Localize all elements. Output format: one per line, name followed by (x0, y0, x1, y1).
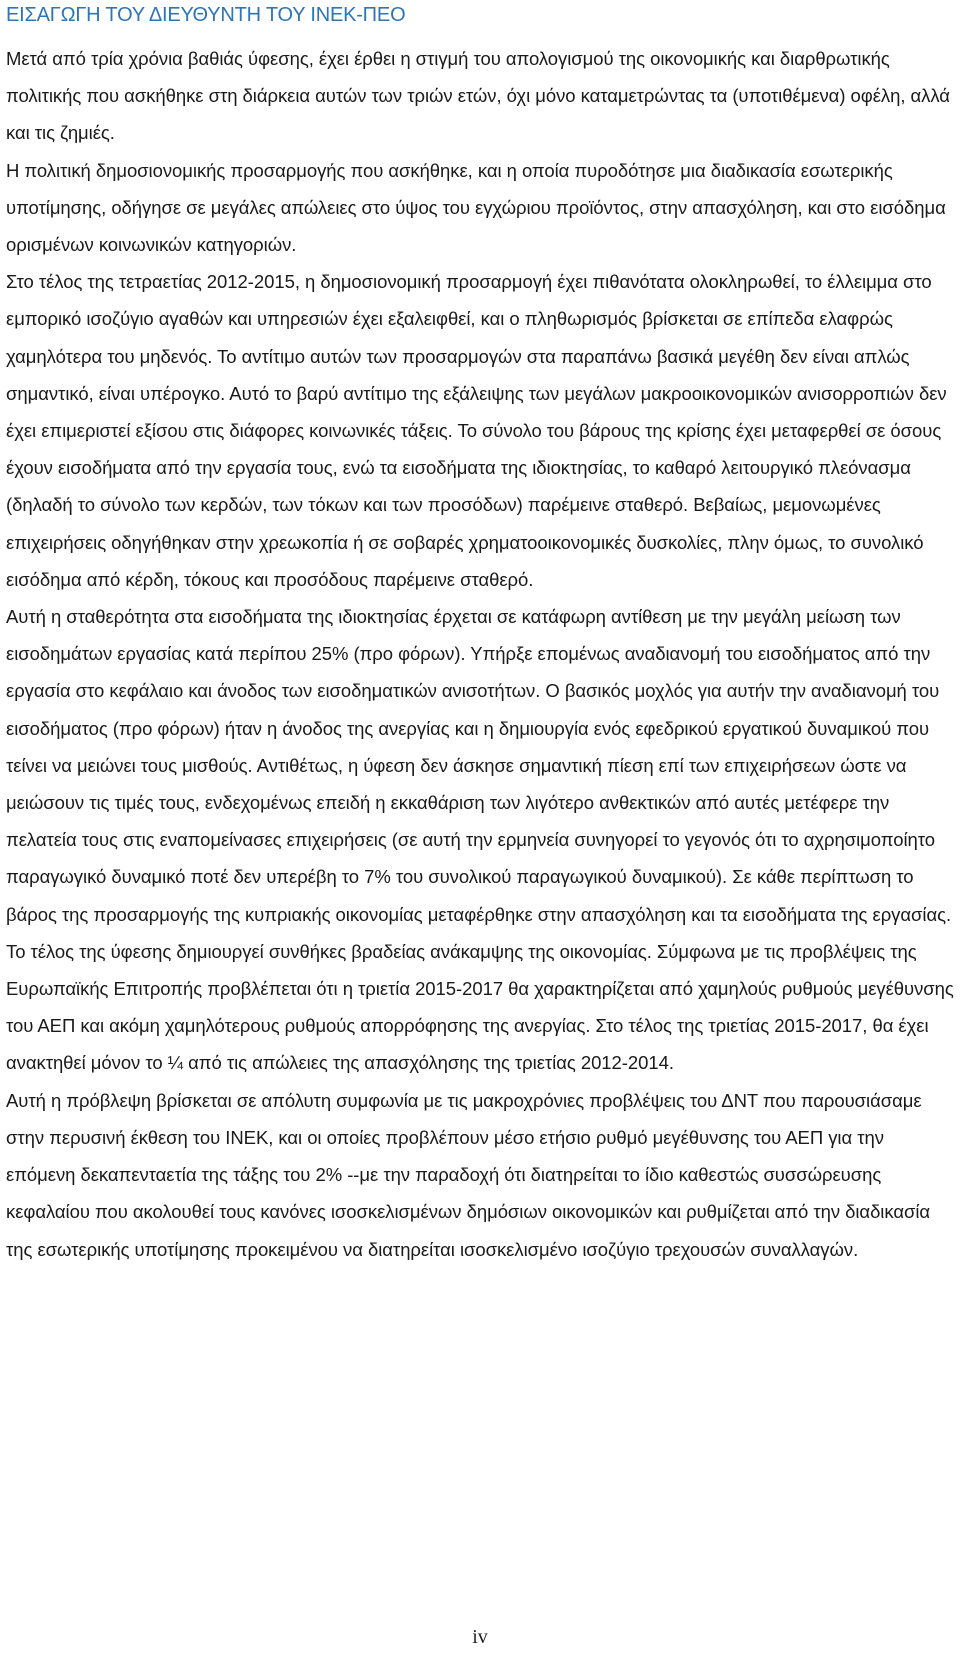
paragraph-imf-forecast: Αυτή η πρόβλεψη βρίσκεται σε απόλυτη συμφωνία με τις μακροχρόνιες προβλέψεις του ΔΝΤ που παρουσιάσαμε στην περυσινή έκθεση του ΙΝΕΚ, και οι οποίες προβλέπουν μέσο ετήσιο ρυθμό μεγέθυνσης του ΑΕΠ για την επόμενη δεκαπενταετία της τάξης του 2% --με την παραδοχή ότι διατηρείται το ίδιο καθεστώς συσσώρευσης κεφαλαίου που ακολουθεί τους κανόνες ισοσκελισμένων δημόσιων οικονομικών και ρυθμίζεται από την διαδικασία της εσωτερικής υποτίμησης προκειμένου να διατηρείται ισοσκελισμένο ισοζύγιο τρεχουσών συναλλαγών. (6, 1089, 931, 1260)
paragraph-intro: Μετά από τρία χρόνια βαθιάς ύφεσης, έχει έρθει η στιγμή του απολογισμού της οικονομικής και διαρθρωτικής πολιτικής που ασκήθηκε στη διάρκεια αυτών των τριών ετών, όχι μόνο καταμετρώντας τα (υποτιθέμενα) οφέλη, αλλά και τις ζημιές. (6, 48, 950, 144)
paragraph-adjustment-cost: Στο τέλος της τετραετίας 2012-2015, η δημοσιονομική προσαρμογή έχει πιθανότατα ολοκληρωθεί, το έλλειμμα στο εμπορικό ισοζύγιο αγαθών και υπηρεσιών έχει εξαλειφθεί, και ο πληθωρισμός βρίσκεται σε επίπεδα ελαφρώς χαμηλότερα του μηδενός. Το αντίτιμο αυτών των προσαρμογών στα παραπάνω βασικά μεγέθη δεν είναι απλώς σημαντικό, είναι υπέρογκο. Αυτό το βαρύ αντίτιμο της εξάλειψης των μεγάλων μακροοικονομικών ανισορροπιών δεν έχει επιμεριστεί εξίσου στις διάφορες κοινωνικές τάξεις. Το σύνολο του βάρους της κρίσης έχει μεταφερθεί σε όσους έχουν εισοδήματα από την εργασία τους, ενώ τα εισοδήματα της ιδιοκτησίας, το καθαρό λειτουργικό πλεόνασμα (δηλαδή το σύνολο των κερδών, των τόκων και των προσόδων) παρέμεινε σταθερό. Βεβαίως, μεμονωμένες επιχειρήσεις οδηγήθηκαν στην χρεωκοπία ή σε σοβαρές χρηματοοικονομικές δυσκολίες, πλην όμως, το συνολικό εισόδημα από κέρδη, τόκους και προσόδους παρέμεινε σταθερό. (6, 271, 947, 590)
page-number: iv (472, 1626, 488, 1648)
paragraph-recovery-forecast: Το τέλος της ύφεσης δημιουργεί συνθήκες βραδείας ανάκαμψης της οικονομίας. Σύμφωνα με τις προβλέψεις της Ευρωπαϊκής Επιτροπής προβλέπεται ότι η τριετία 2015-2017 θα χαρακτηρίζεται από χαμηλούς ρυθμούς μεγέθυνσης του ΑΕΠ και ακόμη χαμηλότερους ρυθμούς απορρόφησης της ανεργίας. Στο τέλος της τριετίας 2015-2017, θα έχει ανακτηθεί μόνον το ¼ από τις απώλειες της απασχόλησης της τριετίας 2012-2014. (6, 940, 954, 1074)
body-text (6, 40, 958, 1268)
paragraph-income-redistribution: Αυτή η σταθερότητα στα εισοδήματα της ιδιοκτησίας έρχεται σε κατάφωρη αντίθεση με την μεγάλη μείωση των εισοδημάτων εργασίας κατά περίπου 25% (προ φόρων). Υπήρξε επομένως αναδιανομή του εισοδήματος από την εργασία στο κεφάλαιο και άνοδος των εισοδηματικών ανισοτήτων. Ο βασικός μοχλός για αυτήν την αναδιανομή του εισοδήματος (προ φόρων) ήταν η άνοδος της ανεργίας και η δημιουργία ενός εφεδρικού εργατικού δυναμικού που τείνει να μειώνει τους μισθούς. Αντιθέτως, η ύφεση δεν άσκησε σημαντική πίεση επί των επιχειρήσεων ώστε να μειώσουν τις τιμές τους, ενδεχομένως επειδή η εκκαθάριση των λιγότερο ανθεκτικών από αυτές μετέφερε την πελατεία τους στις εναπομείνασες επιχειρήσεις (σε αυτή την ερμηνεία συνηγορεί το γεγονός ότι το αχρησιμοποίητο παραγωγικό δυναμικό ποτέ δεν υπερέβη το 7% του συνολικού παραγωγικού δυναμικού). Σε κάθε περίπτωση το βάρος της προσαρμογής της κυπριακής οικονομίας μεταφέρθηκε στην απασχόληση και τα εισοδήματα της εργασίας. (6, 606, 952, 925)
paragraph-fiscal-policy: Η πολιτική δημοσιονομικής προσαρμογής που ασκήθηκε, και η οποία πυροδότησε μια διαδικασία εσωτερικής υποτίμησης, οδήγησε σε μεγάλες απώλειες στο ύψος του εγχώριου προϊόντος, στην απασχόληση, και στο εισόδημα ορισμένων κοινωνικών κατηγοριών. (6, 159, 946, 256)
section-heading: ΕΙΣΑΓΩΓΗ ΤΟΥ ΔΙΕΥΘΥΝΤΗ ΤΟΥ ΙΝΕΚ-ΠΕΟ (6, 4, 406, 26)
